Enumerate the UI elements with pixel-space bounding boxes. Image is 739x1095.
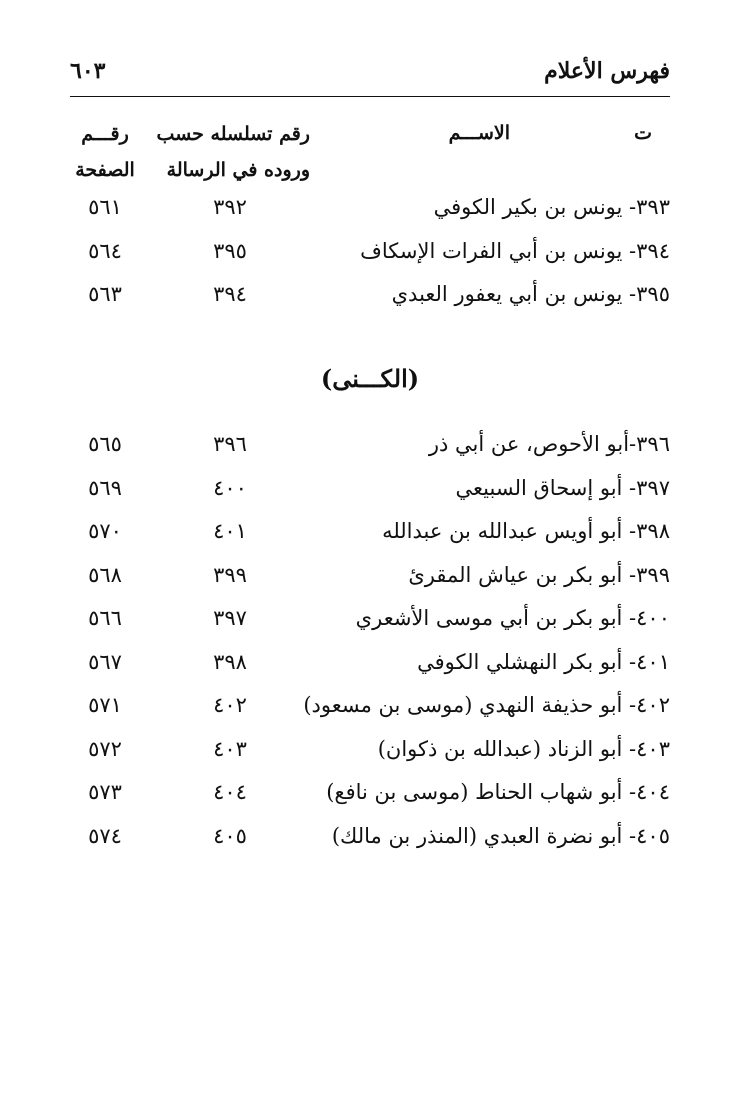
entry-name: ٣٩٥- يونس بن أبي يعفور العبدي xyxy=(391,282,670,306)
entry-serial: ٤٠٤ xyxy=(213,780,247,804)
column-header-page-line2: الصفحة xyxy=(75,159,135,181)
table-row xyxy=(70,563,670,607)
table-row xyxy=(70,476,670,520)
entry-page: ٥٦٣ xyxy=(88,282,122,306)
column-header-name: الاســـم xyxy=(448,122,510,144)
entry-serial: ٤٠١ xyxy=(213,519,247,543)
table-row xyxy=(70,239,670,283)
entry-serial: ٣٩٤ xyxy=(213,282,247,306)
entry-serial: ٤٠٢ xyxy=(213,693,247,717)
entry-page: ٥٦٦ xyxy=(88,606,122,630)
kunya-table xyxy=(70,432,670,867)
table-row xyxy=(70,432,670,476)
entry-name: ٣٩٩- أبو بكر بن عياش المقرئ xyxy=(408,562,670,587)
names-table xyxy=(70,195,670,326)
entry-page: ٥٦١ xyxy=(88,195,122,219)
table-row xyxy=(70,282,670,326)
entry-serial: ٣٩٨ xyxy=(213,649,247,674)
entry-page: ٥٦٧ xyxy=(88,649,122,674)
entry-serial: ٣٩٦ xyxy=(213,432,247,456)
page-number: ٦٠٣ xyxy=(70,58,106,84)
entry-name: ٤٠١- أبو بكر النهشلي الكوفي xyxy=(417,649,670,674)
entry-serial: ٤٠٠ xyxy=(213,475,247,500)
entry-page: ٥٦٤ xyxy=(88,238,122,263)
entry-page: ٥٧٠ xyxy=(88,519,122,543)
entry-serial: ٣٩٩ xyxy=(213,562,247,587)
table-row xyxy=(70,780,670,824)
entry-serial: ٣٩٥ xyxy=(213,238,247,263)
entry-name: ٤٠٤- أبو شهاب الحناط (موسى بن نافع) xyxy=(326,780,670,804)
table-row xyxy=(70,519,670,563)
entry-name: ٣٩٧- أبو إسحاق السبيعي xyxy=(455,475,670,500)
section-title-kunya: (الكـــنى) xyxy=(320,364,420,393)
entry-page: ٥٧٤ xyxy=(88,823,122,848)
table-row xyxy=(70,824,670,868)
running-title: فهرس الأعلام xyxy=(544,58,670,84)
column-header-serial-line2: وروده في الرسالة xyxy=(166,159,310,181)
entry-page: ٥٦٩ xyxy=(88,475,122,500)
entry-name: ٤٠٠- أبو بكر بن أبي موسى الأشعري xyxy=(355,606,670,630)
entry-name: ٣٩٨- أبو أويس عبدالله بن عبدالله xyxy=(382,519,670,543)
column-header-page xyxy=(70,116,140,188)
column-header-serial xyxy=(157,116,310,188)
entry-name: ٤٠٣- أبو الزناد (عبدالله بن ذكوان) xyxy=(377,736,670,761)
entry-page: ٥٧١ xyxy=(88,693,122,717)
column-header-t: ت xyxy=(634,122,652,144)
table-row xyxy=(70,737,670,781)
column-header-serial-line1: رقم تسلسله حسب xyxy=(156,123,310,145)
entry-serial: ٣٩٧ xyxy=(213,606,247,630)
table-row xyxy=(70,606,670,650)
entry-name: ٤٠٢- أبو حذيفة النهدي (موسى بن مسعود) xyxy=(303,693,670,717)
table-row xyxy=(70,693,670,737)
column-headers xyxy=(70,116,670,186)
table-row xyxy=(70,195,670,239)
entry-page: ٥٦٥ xyxy=(88,432,122,456)
column-header-page-line1: رقـــم xyxy=(81,123,129,145)
entry-serial: ٤٠٥ xyxy=(213,823,247,848)
entry-page: ٥٧٣ xyxy=(88,780,122,804)
running-head xyxy=(70,58,670,92)
entry-page: ٥٦٨ xyxy=(88,562,122,587)
entry-serial: ٣٩٢ xyxy=(213,195,247,219)
entry-name: ٣٩٣- يونس بن بكير الكوفي xyxy=(433,195,670,219)
entry-name: ٣٩٤- يونس بن أبي الفرات الإسكاف xyxy=(360,238,670,263)
entry-name: ٤٠٥- أبو نضرة العبدي (المنذر بن مالك) xyxy=(331,823,670,848)
entry-serial: ٤٠٣ xyxy=(213,736,247,761)
table-row xyxy=(70,650,670,694)
entry-page: ٥٧٢ xyxy=(88,736,122,761)
header-rule xyxy=(70,96,670,97)
entry-name: ٣٩٦-أبو الأحوص، عن أبي ذر xyxy=(428,432,670,456)
